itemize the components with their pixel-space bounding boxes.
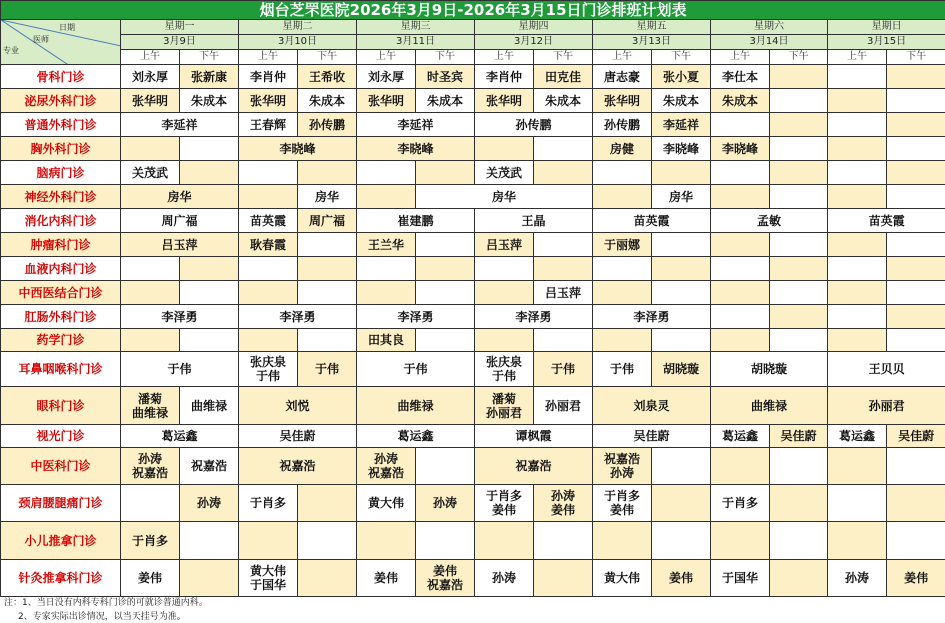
schedule-cell: 胡晓璇 — [652, 352, 711, 387]
schedule-cell: 曲维禄 — [357, 387, 475, 425]
schedule-cell — [534, 233, 593, 257]
schedule-cell — [711, 305, 770, 329]
schedule-cell — [239, 161, 298, 185]
schedule-cell — [534, 257, 593, 281]
department-name: 肿瘤科门诊 — [1, 233, 121, 257]
schedule-cell: 李延祥 — [121, 113, 239, 137]
date-header: 3月14日 — [711, 35, 828, 50]
schedule-cell: 刘泉灵 — [593, 387, 711, 425]
pm-header: 下午 — [770, 50, 828, 65]
schedule-cell — [770, 448, 828, 485]
schedule-cell — [180, 257, 239, 281]
department-name: 肛肠外科门诊 — [1, 305, 121, 329]
schedule-cell: 张华明 — [239, 89, 298, 113]
schedule-cell — [770, 522, 828, 560]
schedule-cell: 孙丽君 — [534, 387, 593, 425]
schedule-cell: 时圣宾 — [416, 65, 475, 89]
schedule-cell — [239, 281, 298, 305]
am-header: 上午 — [357, 50, 416, 65]
schedule-cell: 李晓峰 — [239, 137, 357, 161]
schedule-cell — [416, 281, 475, 305]
pm-header: 下午 — [416, 50, 475, 65]
schedule-cell: 黄大伟 — [593, 560, 652, 597]
schedule-cell: 祝嘉浩 — [180, 448, 239, 485]
header-corner — [1, 20, 121, 65]
schedule-cell — [770, 329, 828, 352]
schedule-cell — [770, 89, 828, 113]
schedule-cell — [357, 522, 416, 560]
schedule-cell — [770, 161, 828, 185]
page-title: 烟台芝罘医院2026年3月9日-2026年3月15日门诊排班计划表 — [1, 1, 945, 20]
date-header: 3月9日 — [121, 35, 239, 50]
schedule-cell — [828, 65, 887, 89]
schedule-cell — [534, 137, 593, 161]
schedule-cell: 于丽娜 — [593, 233, 652, 257]
schedule-cell — [475, 329, 534, 352]
schedule-cell — [298, 560, 357, 597]
schedule-cell — [770, 233, 828, 257]
schedule-cell: 刘永厚 — [357, 65, 416, 89]
schedule-cell — [652, 257, 711, 281]
pm-header: 下午 — [534, 50, 593, 65]
schedule-cell — [593, 522, 652, 560]
schedule-cell — [534, 560, 593, 597]
footnote-1: 注：1、当日没有内科专科门诊的可就诊普通内科。 — [4, 598, 208, 608]
schedule-cell — [416, 448, 475, 485]
schedule-cell: 曲维禄 — [711, 387, 828, 425]
schedule-cell — [887, 65, 945, 89]
schedule-cell — [887, 305, 945, 329]
department-name: 骨科门诊 — [1, 65, 121, 89]
pm-header: 下午 — [652, 50, 711, 65]
schedule-cell — [416, 233, 475, 257]
schedule-cell: 田克佳 — [534, 65, 593, 89]
schedule-cell: 孙传鹏 — [593, 113, 652, 137]
schedule-cell — [828, 89, 887, 113]
schedule-cell — [357, 161, 416, 185]
corner-doctor-label: 医师 — [33, 35, 49, 44]
am-header: 上午 — [121, 50, 180, 65]
schedule-cell — [475, 257, 534, 281]
schedule-cell — [534, 161, 593, 185]
am-header: 上午 — [828, 50, 887, 65]
schedule-cell — [121, 281, 180, 305]
schedule-cell — [887, 113, 945, 137]
schedule-cell: 葛运鑫 — [121, 425, 239, 448]
schedule-cell: 朱成本 — [180, 89, 239, 113]
pm-header: 下午 — [298, 50, 357, 65]
schedule-cell — [711, 233, 770, 257]
schedule-cell — [652, 161, 711, 185]
schedule-cell — [770, 305, 828, 329]
schedule-cell: 张华明 — [593, 89, 652, 113]
schedule-cell: 朱成本 — [652, 89, 711, 113]
schedule-cell — [887, 257, 945, 281]
corner-date-label: 日期 — [59, 23, 75, 32]
schedule-cell — [828, 233, 887, 257]
schedule-cell: 李泽勇 — [593, 305, 711, 329]
schedule-cell — [180, 329, 239, 352]
schedule-cell — [887, 485, 945, 522]
schedule-cell — [828, 137, 887, 161]
schedule-cell: 黄大伟 于国华 — [239, 560, 298, 597]
schedule-cell: 于伟 — [534, 352, 593, 387]
schedule-cell: 王春辉 — [239, 113, 298, 137]
schedule-cell: 于肖多 姜伟 — [475, 485, 534, 522]
schedule-cell: 王希收 — [298, 65, 357, 89]
schedule-cell — [298, 522, 357, 560]
weekday-header: 星期日 — [828, 20, 945, 35]
department-name: 胸外科门诊 — [1, 137, 121, 161]
schedule-cell: 苗英霞 — [239, 209, 298, 233]
schedule-cell: 李泽勇 — [475, 305, 593, 329]
schedule-cell: 刘永厚 — [121, 65, 180, 89]
schedule-cell: 孙传鹏 — [298, 113, 357, 137]
schedule-cell — [298, 329, 357, 352]
schedule-cell — [121, 137, 180, 161]
schedule-cell: 李肖仲 — [475, 65, 534, 89]
date-header: 3月12日 — [475, 35, 593, 50]
schedule-cell: 李泽勇 — [357, 305, 475, 329]
schedule-cell: 耿春霞 — [239, 233, 298, 257]
schedule-cell — [711, 113, 770, 137]
schedule-cell: 于国华 — [711, 560, 770, 597]
schedule-cell — [887, 233, 945, 257]
schedule-cell: 房华 — [298, 185, 357, 209]
schedule-cell: 李泽勇 — [239, 305, 357, 329]
schedule-cell: 祝嘉浩 孙涛 — [593, 448, 652, 485]
schedule-cell — [887, 522, 945, 560]
schedule-cell: 葛运鑫 — [357, 425, 475, 448]
schedule-cell — [475, 281, 534, 305]
schedule-cell — [770, 185, 828, 209]
am-header: 上午 — [593, 50, 652, 65]
schedule-cell: 朱成本 — [534, 89, 593, 113]
department-name: 泌尿外科门诊 — [1, 89, 121, 113]
schedule-cell — [180, 281, 239, 305]
department-name: 消化内科门诊 — [1, 209, 121, 233]
schedule-cell: 朱成本 — [416, 89, 475, 113]
schedule-cell: 周广福 — [298, 209, 357, 233]
schedule-cell: 李晓峰 — [711, 137, 770, 161]
schedule-cell: 潘菊 曲维禄 — [121, 387, 180, 425]
schedule-cell — [357, 281, 416, 305]
date-header: 3月11日 — [357, 35, 475, 50]
schedule-cell: 于伟 — [593, 352, 652, 387]
schedule-cell — [416, 257, 475, 281]
schedule-cell: 祝嘉浩 — [475, 448, 593, 485]
schedule-cell: 张华明 — [357, 89, 416, 113]
schedule-cell: 谭枫霞 — [475, 425, 593, 448]
schedule-cell: 李晓峰 — [357, 137, 475, 161]
schedule-cell: 关茂武 — [475, 161, 534, 185]
schedule-cell — [887, 329, 945, 352]
schedule-cell: 于肖多 — [121, 522, 180, 560]
schedule-cell — [828, 257, 887, 281]
date-header: 3月13日 — [593, 35, 711, 50]
schedule-cell: 张华明 — [121, 89, 180, 113]
schedule-cell — [239, 185, 298, 209]
department-name: 耳鼻咽喉科门诊 — [1, 352, 121, 387]
schedule-cell — [593, 161, 652, 185]
schedule-cell: 王贝贝 — [828, 352, 945, 387]
schedule-cell: 房华 — [121, 185, 239, 209]
schedule-cell — [298, 281, 357, 305]
schedule-cell — [593, 329, 652, 352]
schedule-cell — [887, 281, 945, 305]
schedule-cell: 田其良 — [357, 329, 416, 352]
schedule-cell: 曲维禄 — [180, 387, 239, 425]
schedule-cell — [711, 522, 770, 560]
date-header: 3月15日 — [828, 35, 945, 50]
schedule-cell: 葛运鑫 — [711, 425, 770, 448]
schedule-cell: 姜伟 — [121, 560, 180, 597]
schedule-cell: 孙涛 — [416, 485, 475, 522]
schedule-cell: 李泽勇 — [121, 305, 239, 329]
schedule-cell — [180, 161, 239, 185]
pm-header: 下午 — [887, 50, 945, 65]
schedule-cell — [121, 329, 180, 352]
schedule-cell: 孙涛 — [180, 485, 239, 522]
schedule-cell: 姜伟 — [357, 560, 416, 597]
schedule-cell — [828, 522, 887, 560]
department-name: 普通外科门诊 — [1, 113, 121, 137]
weekday-header: 星期一 — [121, 20, 239, 35]
schedule-cell — [770, 137, 828, 161]
schedule-cell: 关茂武 — [121, 161, 180, 185]
schedule-cell: 张新康 — [180, 65, 239, 89]
department-name: 颈肩腰腿痛门诊 — [1, 485, 121, 522]
schedule-cell — [828, 329, 887, 352]
schedule-cell: 吴佳蔚 — [593, 425, 711, 448]
weekday-header: 星期三 — [357, 20, 475, 35]
schedule-cell: 李晓峰 — [652, 137, 711, 161]
schedule-cell — [534, 329, 593, 352]
schedule-cell: 孙涛 姜伟 — [534, 485, 593, 522]
schedule-cell: 祝嘉浩 — [239, 448, 357, 485]
schedule-cell — [770, 281, 828, 305]
schedule-cell — [887, 161, 945, 185]
schedule-cell — [887, 137, 945, 161]
schedule-cell: 房健 — [593, 137, 652, 161]
schedule-cell: 张华明 — [475, 89, 534, 113]
schedule-cell — [593, 185, 652, 209]
schedule-cell: 刘悦 — [239, 387, 357, 425]
schedule-cell: 孙丽君 — [828, 387, 945, 425]
schedule-cell: 吴佳蔚 — [887, 425, 945, 448]
schedule-cell — [239, 329, 298, 352]
schedule-cell — [770, 113, 828, 137]
am-header: 上午 — [711, 50, 770, 65]
schedule-cell — [711, 329, 770, 352]
schedule-cell: 房华 — [652, 185, 711, 209]
schedule-cell — [828, 113, 887, 137]
schedule-cell — [121, 257, 180, 281]
department-name: 血液内科门诊 — [1, 257, 121, 281]
schedule-cell: 张庆泉 于伟 — [475, 352, 534, 387]
schedule-cell — [534, 522, 593, 560]
pm-header: 下午 — [180, 50, 239, 65]
schedule-cell — [828, 485, 887, 522]
schedule-cell — [887, 448, 945, 485]
schedule-cell — [887, 89, 945, 113]
schedule-cell — [770, 560, 828, 597]
schedule-cell — [652, 448, 711, 485]
schedule-cell: 吕玉萍 — [534, 281, 593, 305]
schedule-cell — [475, 522, 534, 560]
schedule-cell — [887, 185, 945, 209]
schedule-cell: 李肖仲 — [239, 65, 298, 89]
schedule-cell: 于肖多 — [711, 485, 770, 522]
schedule-cell — [298, 257, 357, 281]
schedule-cell — [180, 560, 239, 597]
schedule-cell — [711, 185, 770, 209]
schedule-cell — [711, 281, 770, 305]
schedule-cell: 孙涛 祝嘉浩 — [121, 448, 180, 485]
schedule-cell: 孟敏 — [711, 209, 828, 233]
department-name: 中西医结合门诊 — [1, 281, 121, 305]
schedule-cell — [711, 161, 770, 185]
schedule-cell: 葛运鑫 — [828, 425, 887, 448]
schedule-cell — [357, 185, 416, 209]
schedule-cell: 吴佳蔚 — [239, 425, 357, 448]
schedule-cell: 潘菊 孙丽君 — [475, 387, 534, 425]
schedule-cell: 张庆泉 于伟 — [239, 352, 298, 387]
schedule-cell — [828, 161, 887, 185]
schedule-cell: 李延祥 — [652, 113, 711, 137]
schedule-cell: 李延祥 — [357, 113, 475, 137]
schedule-cell — [828, 281, 887, 305]
weekday-header: 星期六 — [711, 20, 828, 35]
schedule-cell — [298, 485, 357, 522]
schedule-cell — [239, 257, 298, 281]
schedule-cell: 孙涛 祝嘉浩 — [357, 448, 416, 485]
department-name: 神经外科门诊 — [1, 185, 121, 209]
schedule-cell — [652, 329, 711, 352]
schedule-cell: 唐志豪 — [593, 65, 652, 89]
schedule-cell — [239, 522, 298, 560]
schedule-cell — [652, 233, 711, 257]
department-name: 药学门诊 — [1, 329, 121, 352]
schedule-cell — [711, 448, 770, 485]
schedule-cell — [357, 257, 416, 281]
schedule-cell — [770, 485, 828, 522]
schedule-cell — [828, 185, 887, 209]
schedule-cell: 孙涛 — [828, 560, 887, 597]
schedule-cell: 胡晓璇 — [711, 352, 828, 387]
schedule-cell: 孙传鹏 — [475, 113, 593, 137]
schedule-cell: 张小夏 — [652, 65, 711, 89]
department-name: 视光门诊 — [1, 425, 121, 448]
schedule-cell — [416, 329, 475, 352]
schedule-cell — [121, 485, 180, 522]
schedule-cell — [652, 522, 711, 560]
corner-specialty-label: 专业 — [3, 46, 19, 55]
schedule-cell: 姜伟 — [652, 560, 711, 597]
schedule-cell: 苗英霞 — [593, 209, 711, 233]
schedule-cell: 吕玉萍 — [121, 233, 239, 257]
department-name: 中医科门诊 — [1, 448, 121, 485]
date-header: 3月10日 — [239, 35, 357, 50]
schedule-cell — [828, 305, 887, 329]
schedule-cell — [652, 281, 711, 305]
schedule-cell: 房华 — [416, 185, 593, 209]
weekday-header: 星期二 — [239, 20, 357, 35]
am-header: 上午 — [239, 50, 298, 65]
schedule-cell — [298, 161, 357, 185]
schedule-cell: 朱成本 — [711, 89, 770, 113]
schedule-cell: 朱成本 — [298, 89, 357, 113]
department-name: 小儿推拿门诊 — [1, 522, 121, 560]
schedule-cell: 王兰华 — [357, 233, 416, 257]
schedule-cell: 于伟 — [298, 352, 357, 387]
schedule-cell: 于肖多 — [239, 485, 298, 522]
department-name: 眼科门诊 — [1, 387, 121, 425]
schedule-cell — [298, 233, 357, 257]
schedule-cell: 周广福 — [121, 209, 239, 233]
schedule-cell: 吴佳蔚 — [770, 425, 828, 448]
schedule-cell: 王晶 — [475, 209, 593, 233]
department-name: 针灸推拿科门诊 — [1, 560, 121, 597]
schedule-cell: 于肖多 姜伟 — [593, 485, 652, 522]
schedule-cell — [416, 161, 475, 185]
weekday-header: 星期四 — [475, 20, 593, 35]
schedule-cell — [593, 257, 652, 281]
schedule-cell — [828, 448, 887, 485]
schedule-cell: 于伟 — [121, 352, 239, 387]
schedule-cell — [593, 281, 652, 305]
schedule-cell — [652, 485, 711, 522]
schedule-cell: 姜伟 祝嘉浩 — [416, 560, 475, 597]
schedule-cell — [770, 65, 828, 89]
schedule-cell — [711, 257, 770, 281]
schedule-cell: 于伟 — [357, 352, 475, 387]
department-name: 脑病门诊 — [1, 161, 121, 185]
schedule-cell — [770, 257, 828, 281]
weekday-header: 星期五 — [593, 20, 711, 35]
schedule-cell — [180, 137, 239, 161]
footnote-2: 2、专家实际出诊情况，以当天挂号为准。 — [18, 612, 186, 622]
schedule-cell — [180, 522, 239, 560]
schedule-cell: 苗英霞 — [828, 209, 945, 233]
schedule-cell: 黄大伟 — [357, 485, 416, 522]
schedule-cell: 吕玉萍 — [475, 233, 534, 257]
schedule-cell: 崔建鹏 — [357, 209, 475, 233]
schedule-cell: 孙涛 — [475, 560, 534, 597]
am-header: 上午 — [475, 50, 534, 65]
schedule-cell — [416, 522, 475, 560]
schedule-cell: 李仕本 — [711, 65, 770, 89]
schedule-cell: 姜伟 — [887, 560, 945, 597]
schedule-cell — [475, 137, 534, 161]
